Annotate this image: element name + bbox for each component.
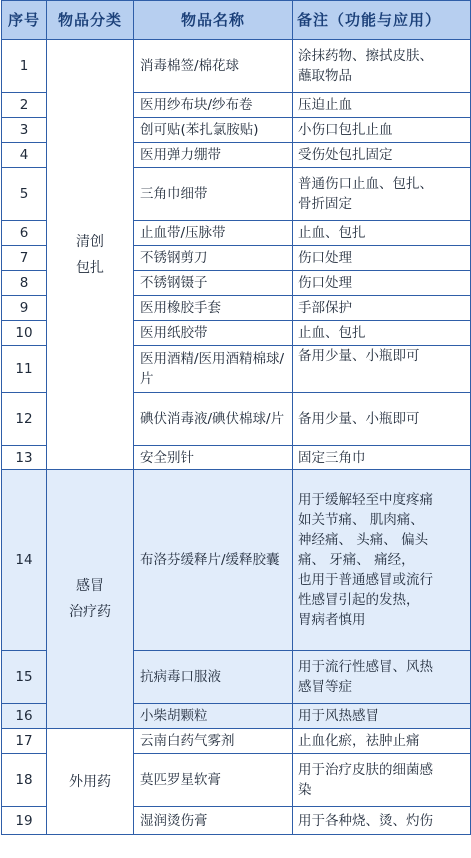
item-name: 止血带/压脉带 [134,221,293,246]
item-notes [293,93,471,118]
item-name: 消毒棉签/棉花球 [134,40,293,93]
row-number: 7 [2,246,47,271]
row-number: 4 [2,143,47,168]
item-notes [293,346,471,393]
note-line: 伤口处理 [298,275,352,291]
note-line: 伤口处理 [298,250,352,266]
note-line: 也用于普通感冒或流行 [298,572,433,588]
item-name: 医用橡胶手套 [134,296,293,321]
item-notes [293,40,471,93]
category-label: 清创 [76,233,104,250]
note-line: 压迫止血 [298,97,352,113]
note-line: 蘸取物品 [298,68,352,84]
row-number: 14 [2,470,47,651]
row-number: 19 [2,807,47,835]
item-name: 布洛芬缓释片/缓释胶囊 [134,470,293,651]
note-line: 备用少量、小瓶即可 [298,411,420,427]
item-notes [293,704,471,729]
item-name: 莫匹罗星软膏 [134,754,293,807]
first-aid-kit-table [1,0,471,835]
note-line: 性感冒引起的发热， [298,592,420,608]
table-row [2,40,471,93]
item-notes [293,296,471,321]
header-category: 物品分类 [47,1,134,40]
item-notes [293,651,471,704]
row-number: 11 [2,346,47,393]
note-line: 用于各种烧、烫、灼伤 [298,812,433,829]
note-line: 手部保护 [298,300,352,316]
table-body [2,40,471,835]
row-number: 10 [2,321,47,346]
row-number: 5 [2,168,47,221]
item-name: 不锈钢剪刀 [134,246,293,271]
item-notes [293,393,471,446]
item-name: 安全别针 [134,446,293,470]
note-line: 用于治疗皮肤的细菌感 [298,762,433,778]
note-line: 受伤处包扎固定 [298,147,393,163]
item-name: 碘伏消毒液/碘伏棉球/片 [134,393,293,446]
note-line: 用于流行性感冒、风热 [298,659,433,675]
note-line: 胃病者慎用 [298,612,366,628]
item-notes [293,470,471,651]
note-line: 痛、 牙痛、 痛经， [298,552,415,568]
note-line: 骨折固定 [298,196,352,212]
category-label: 治疗药 [69,604,111,620]
item-notes [293,321,471,346]
header-row [2,1,471,40]
table-row [2,729,471,754]
note-line: 止血化瘀，祛肿止痛 [298,733,420,749]
item-name: 医用酒精/医用酒精棉球/片 [134,346,293,393]
item-name: 医用纱布块/纱布卷 [134,93,293,118]
row-number: 8 [2,271,47,296]
item-name: 抗病毒口服液 [134,651,293,704]
item-notes [293,807,471,835]
item-notes [293,754,471,807]
note-line: 涂抹药物、擦拭皮肤、 [298,48,433,64]
header-no: 序号 [2,1,47,40]
item-name: 小柴胡颗粒 [134,704,293,729]
note-line: 小伤口包扎止血 [298,122,393,138]
item-name: 不锈钢镊子 [134,271,293,296]
row-number: 2 [2,93,47,118]
item-notes [293,143,471,168]
item-notes [293,271,471,296]
note-line: 用于风热感冒 [298,708,379,724]
row-number: 17 [2,729,47,754]
category-label: 外用药 [69,773,111,790]
header-notes: 备注（功能与应用） [293,1,471,40]
row-number: 1 [2,40,47,93]
row-number: 6 [2,221,47,246]
category-label: 包扎 [76,259,104,276]
item-notes [293,118,471,143]
row-number: 15 [2,651,47,704]
note-line: 普通伤口止血、包扎、 [298,176,433,192]
category-cell [47,470,134,729]
item-name: 医用弹力绷带 [134,143,293,168]
note-line: 如关节痛、 肌肉痛、 [298,512,424,528]
item-notes [293,221,471,246]
item-notes [293,446,471,470]
row-number: 9 [2,296,47,321]
note-line: 止血、包扎 [298,325,366,341]
note-line: 感冒等症 [298,679,352,695]
category-label: 感冒 [76,578,104,594]
note-line: 神经痛、 头痛、 偏头 [298,532,429,548]
item-notes [293,246,471,271]
category-cell [47,40,134,470]
item-name: 湿润烫伤膏 [134,807,293,835]
note-line: 染 [298,782,312,798]
item-name: 创可贴(苯扎氯胺贴) [134,118,293,143]
item-notes [293,729,471,754]
row-number: 18 [2,754,47,807]
note-line: 用于缓解轻至中度疼痛 [298,492,433,508]
header-item-name: 物品名称 [134,1,293,40]
row-number: 3 [2,118,47,143]
item-notes [293,168,471,221]
item-name: 云南白药气雾剂 [134,729,293,754]
item-name: 医用纸胶带 [134,321,293,346]
row-number: 12 [2,393,47,446]
note-line: 备用少量、小瓶即可 [298,348,420,364]
category-cell [47,729,134,835]
item-name: 三角巾细带 [134,168,293,221]
table-row [2,470,471,651]
row-number: 13 [2,446,47,470]
note-line: 固定三角巾 [298,449,366,466]
note-line: 止血、包扎 [298,225,366,241]
row-number: 16 [2,704,47,729]
